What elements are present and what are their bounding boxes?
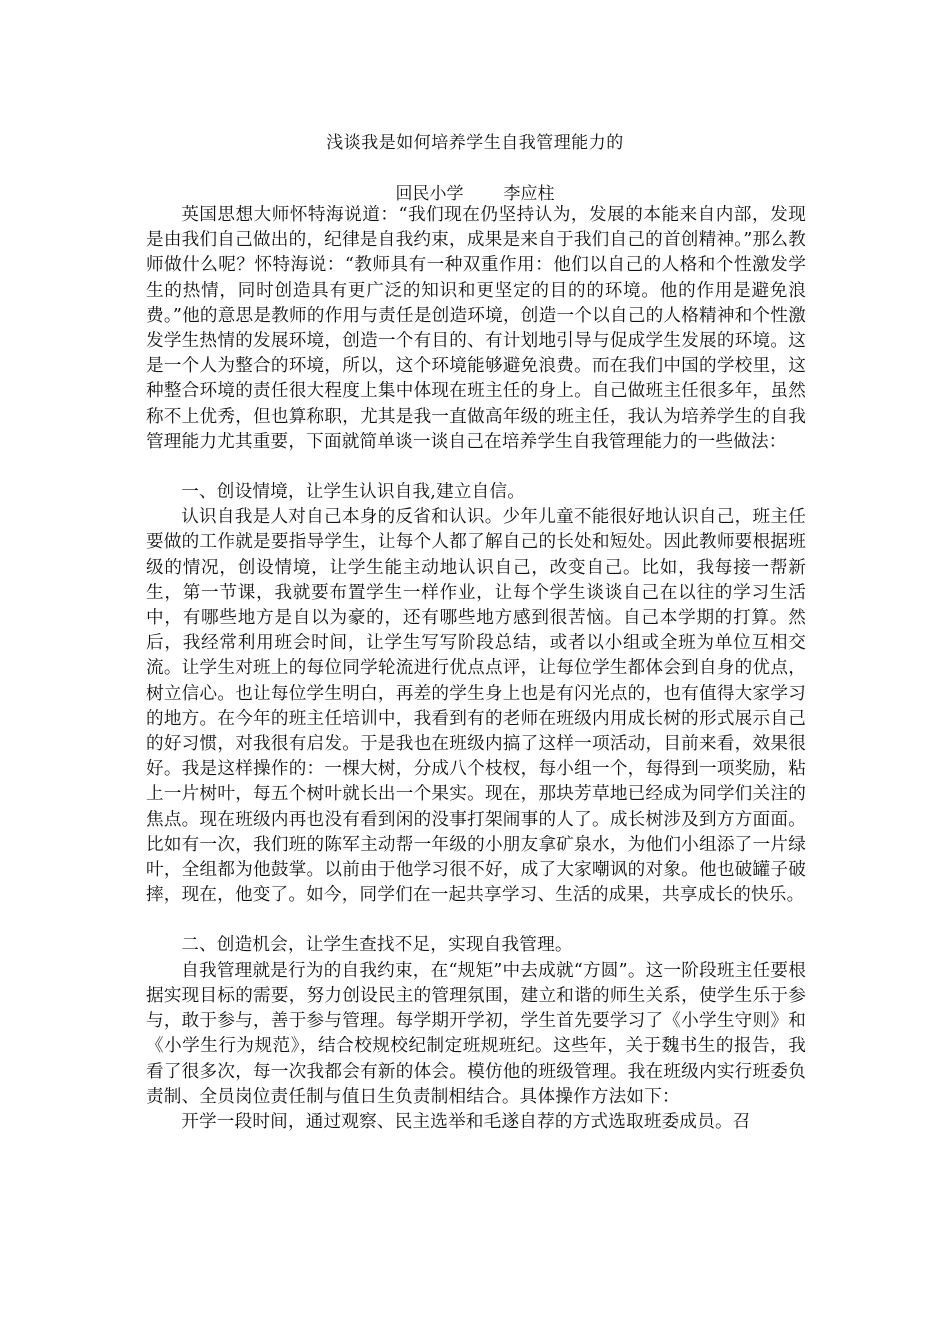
- body-paragraph: 英国思想大师怀特海说道：“我们现在仍坚持认为，发展的本能来自内部，发现是由我们自己做出的，纪律是自我约束，成果是来自于我们自己的首创精神。”那么教师做什么呢？怀特海说：“教师具有一种双重作用：他们以自己的人格和个性激发学生的热情，同时创造具有更广泛的知识和更坚定的目的的环境。他的作用是避免浪费。”他的意思是教师的作用与责任是创造环境，创造一个以自己的人格精神和个性激发学生热情的发展环境，创造一个有目的、有计划地引导与促成学生发展的环境。这是一个人为整合的环境，所以，这个环境能够避免浪费。而在我们中国的学校里，这种整合环境的责任很大程度上集中体现在班主任的身上。自己做班主任很多年，虽然称不上优秀，但也算称职，尤其是我一直做高年级的班主任，我认为培养学生的自我管理能力尤其重要，下面就简单谈一谈自己在培养学生自我管理能力的一些做法：: [146, 205, 806, 452]
- body-paragraph: 开学一段时间，通过观察、民主选举和毛遂自荐的方式选取班委成员。召: [181, 1111, 751, 1132]
- author-name: 李应柱: [503, 184, 555, 204]
- author-line: [0, 179, 950, 204]
- section-heading: 一、创设情境，让学生认识自我,建立自信。: [181, 482, 526, 503]
- section-heading: 二、创造机会，让学生查找不足，实现自我管理。: [181, 935, 573, 956]
- document-title: 浅谈我是如何培养学生自我管理能力的: [326, 133, 624, 153]
- body-paragraph: 自我管理就是行为的自我约束，在“规矩”中去成就“方圆”。这一阶段班主任要根据实现目标的需要，努力创设民主的管理氛围，建立和谐的师生关系，使学生乐于参与，敢于参与，善于参与管理。每学期开学初，学生首先要学习了《小学生守则》和《小学生行为规范》，结合校规校纪制定班规班纪。这些年，关于魏书生的报告，我看了很多次，每一次我都会有新的体会。模仿他的班级管理。我在班级内实行班委负责制、全员岗位责任制与值日生负责制相结合。具体操作方法如下：: [146, 960, 806, 1107]
- body-paragraph: 认识自我是人对自己本身的反省和认识。少年儿童不能很好地认识自己，班主任要做的工作就是要指导学生，让每个人都了解自己的长处和短处。因此教师要根据班级的情况，创设情境，让学生能主动地认识自己，改变自己。比如，我每接一帮新生，第一节课，我就要布置学生一样作业，让每个学生谈谈自己在以往的学习生活中，有哪些地方是自以为豪的，还有哪些地方感到很苦恼。自己本学期的打算。然后，我经常利用班会时间，让学生写写阶段总结，或者以小组或全班为单位互相交流。让学生对班上的每位同学轮流进行优点点评，让每位学生都体会到自身的优点，树立信心。也让每位学生明白，再差的学生身上也是有闪光点的，也有值得大家学习的地方。在今年的班主任培训中，我看到有的老师在班级内用成长树的形式展示自己的好习惯，对我很有启发。于是我也在班级内搞了这样一项活动，目前来看，效果很好。我是这样操作的：一棵大树，分成八个枝杈，每小组一个，每得到一项奖励，粘上一片树叶，每五个树叶就长出一个果实。现在，那块芳草地已经成为同学们关注的焦点。现在班级内再也没有看到闲的没事打架闹事的人了。成长树涉及到方方面面。比如有一次，我们班的陈军主动帮一年级的小朋友拿矿泉水，为他们小组添了一片绿叶，全组都为他鼓掌。以前由于他学习很不好，成了大家嘲讽的对象。他也破罐子破摔，现在，他变了。如今，同学们在一起共享学习、生活的成果，共享成长的快乐。: [146, 507, 806, 906]
- document-body: [146, 203, 806, 1135]
- school-name: 回民小学: [395, 184, 464, 204]
